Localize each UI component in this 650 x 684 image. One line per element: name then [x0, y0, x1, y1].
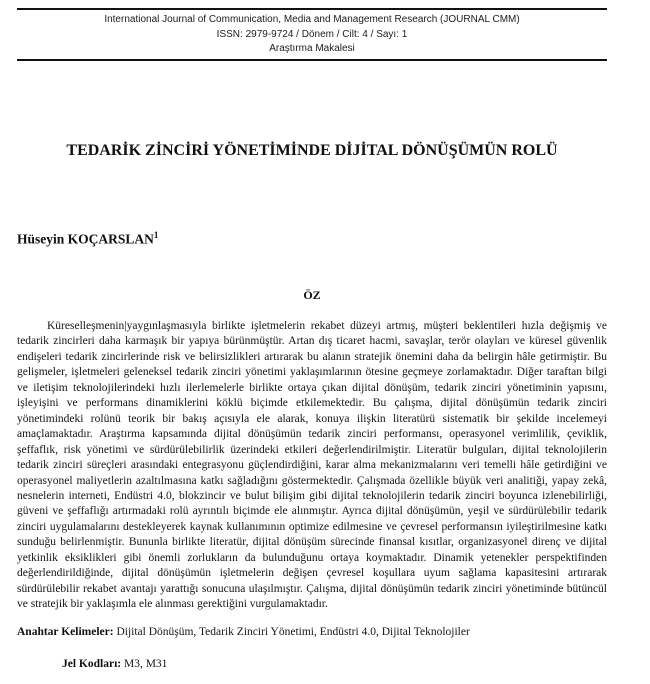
article-title: TEDARİK ZİNCİRİ YÖNETİMİNDE DİJİTAL DÖNÜŞÜMÜN ROLÜ: [66, 141, 558, 159]
abstract-heading: ÖZ: [303, 288, 321, 302]
article-type-label: Araştırma Makalesi: [269, 43, 355, 54]
author-line: [17, 230, 607, 248]
page-content: [17, 8, 607, 672]
author-name: Hüseyin KOÇARSLAN: [17, 231, 154, 246]
issn-volume-line: ISSN: 2979-9724 / Dönem / Cilt: 4 / Sayı: 1: [216, 28, 408, 40]
author-footnote-marker: 1: [153, 229, 159, 240]
journal-name: International Journal of Communication, Media and Management Research (JOURNAL CMM): [104, 14, 520, 25]
jel-codes-line: [62, 657, 607, 672]
keywords-text: Dijital Dönüşüm, Tedarik Zinciri Yönetimi, Endüstri 4.0, Dijital Teknolojiler: [113, 625, 470, 638]
journal-header: [17, 8, 607, 61]
keywords-label: Anahtar Kelimeler:: [17, 625, 114, 638]
abstract-text: Küreselleşmenin|yaygınlaşmasıyla birlikte işletmelerin rekabet düzeyi artmış, müşteri beklentileri hızla değişmiş ve tedarik zincirleri daha karmaşık bir yapıya bürünmüştür. Artan dış ticaret hacmi, savaşlar, terör olayları ve küresel güvenlik endişeleri tedarik zincirlerinde risk ve belirsizlikleri artırarak bu alanın stratejik önemini daha da belirgin hâle getirmiştir. Bu gelişmeler, işletmeleri geleneksel tedarik zinciri yönetimi yaklaşımlarının ötesine geçmeye zorlamaktadır. Diğer taraftan bilgi ve iletişim teknolojilerindeki hızlı ilerlemelerle birlikte ortaya çıkan dijital dönüşüm, tedarik zinciri yönetiminin yapısını, işleyişini ve performans dinamiklerini köklü biçimde etkilemektedir. Bu çalışma, dijital dönüşümün tedarik zinciri yönetimindeki rolünü teorik bir bakış açısıyla ele alarak, konuya ilişkin literatürü sistematik bir şekilde incelemeyi amaçlamaktadır. Araştırma kapsamında dijital dönüşümün tedarik zinciri performansı, operasyonel verimlilik, çeviklik, şeffaflık, risk yönetimi ve sürdürülebilirlik üzerindeki etkileri değerlendirilmiştir. Literatür bulguları, dijital teknolojilerin tedarik zinciri süreçleri arasındaki entegrasyonu güçlendirdiğini, karar alma mekanizmalarını veri temelli hâle getirdiğini ve operasyonel maliyetlerin azaltılmasına katkı sağladığını göstermektedir. Çalışmada özellikle büyük veri analitiği, yapay zekâ, nesnelerin interneti, Endüstri 4.0, blokzincir ve bulut bilişim gibi dijital teknolojilerin tedarik zinciri boyunca izlenebilirliği, güveni ve şeffaflığı artırmadaki rolü ayrıntılı biçimde ele alınmıştır. Ayrıca dijital dönüşümün, yeşil ve sürdürülebilir tedarik zinciri uygulamalarını destekleyerek kaynak kullanımının optimize edilmesine ve çevresel performansın iyileştirilmesine katkı sunduğu belirlenmiştir. Bununla birlikte literatür, dijital dönüşüm sürecinde finansal kısıtlar, organizasyonel direnç ve dijital yetkinlik eksiklikleri gibi önemli zorlukların da bulunduğunu ortaya koymaktadır. Dinamik yetenekler perspektifinden değerlendirildiğinde, dijital dönüşümün işletmelerin değişen çevresel koşullara uyum sağlama kapasitesini artırarak sürdürülebilir rekabet avantajı yarattığı sonucuna ulaşılmıştır. Çalışma, dijital dönüşümün tedarik zinciri yönetiminde bütüncül ve stratejik bir yaklaşımla ele alınması gerektiğini vurgulamaktadır.: [17, 320, 607, 611]
paper-page: [0, 8, 650, 684]
jel-codes-text: M3, M31: [121, 657, 168, 670]
keywords-line: [17, 625, 607, 640]
jel-label: Jel Kodları:: [62, 657, 122, 670]
